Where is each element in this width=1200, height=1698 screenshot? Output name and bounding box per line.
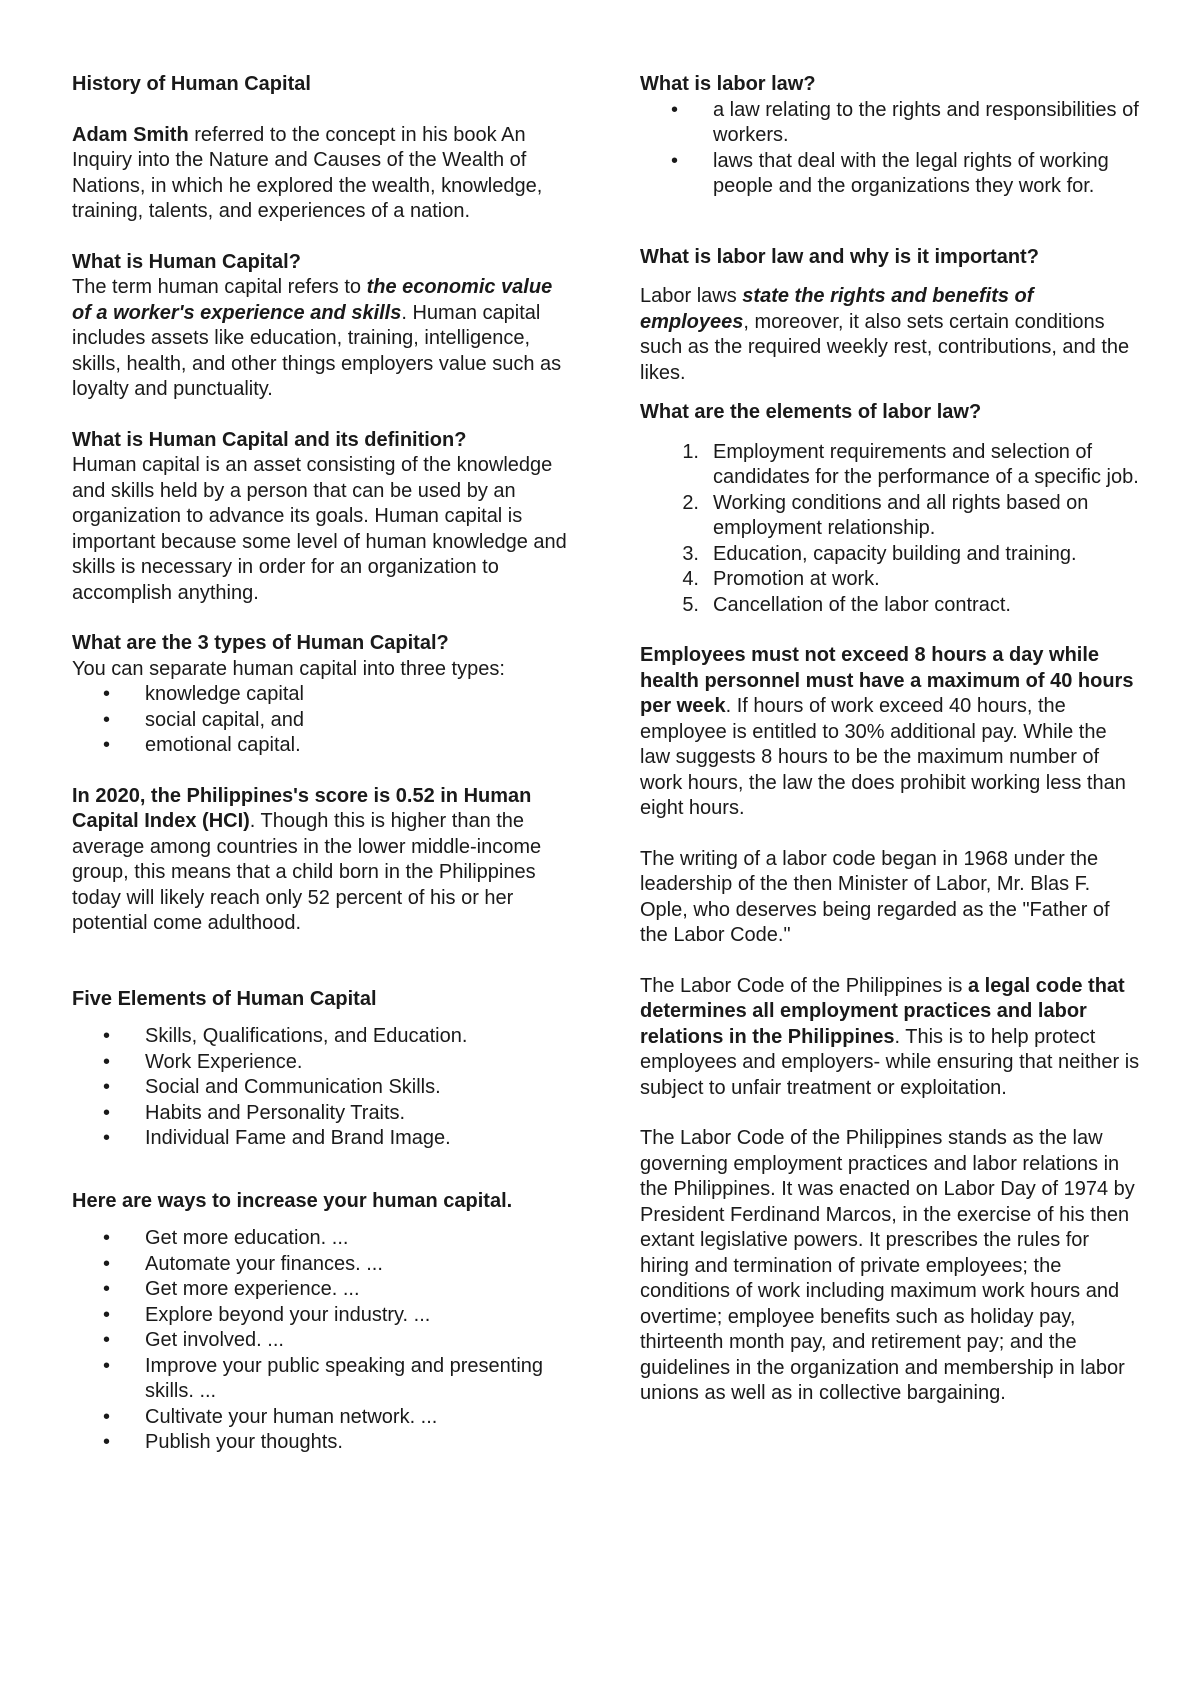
list-item: • Skills, Qualifications, and Education. — [72, 1024, 572, 1050]
list-item: • Get more education. ... — [72, 1226, 572, 1252]
list-item: 4. Promotion at work. — [682, 568, 880, 590]
definition-heading: What is Human Capital and its definition? — [72, 428, 467, 451]
types-intro: You can separate human capital into three types: — [72, 657, 505, 680]
what-is-human-capital-heading: What is Human Capital? — [72, 250, 301, 273]
bullet-icon: • — [103, 1252, 111, 1275]
types-list — [72, 682, 572, 759]
list-item: • Automate your finances. ... — [72, 1252, 572, 1278]
list-item: 2. Working conditions and all rights based on employment relationship. — [682, 491, 1089, 539]
bullet-icon: • — [103, 1354, 111, 1377]
increase-list — [72, 1226, 572, 1456]
bullet-icon: • — [671, 149, 679, 172]
list-item: • Individual Fame and Brand Image. — [72, 1126, 572, 1152]
philippines-hci-paragraph: In 2020, the Philippines's score is 0.52 in Human Capital Index (HCI). Though this is higher than the average among countries in the lower middle-income group, this means that a child born in the Philippines today will likely reach only 52 percent of his or her potential come adulthood. — [72, 784, 542, 934]
list-item: • Cultivate your human network. ... — [72, 1405, 572, 1431]
list-item: • Social and Communication Skills. — [72, 1075, 572, 1101]
bullet-icon: • — [103, 1431, 111, 1453]
bullet-icon: • — [103, 1076, 111, 1098]
labor-law-list — [640, 98, 1140, 200]
list-item: • Habits and Personality Traits. — [72, 1101, 572, 1127]
bullet-icon: • — [103, 1227, 111, 1249]
adam-smith-name: Adam Smith — [72, 123, 189, 146]
bullet-icon: • — [103, 734, 111, 756]
five-elements-heading: Five Elements of Human Capital — [72, 987, 377, 1010]
list-item: 1. Employment requirements and selection of candidates for the performance of a specific job. — [682, 440, 1139, 488]
labor-law-elements-list — [640, 440, 1140, 619]
labor-code-enactment-paragraph: The Labor Code of the Philippines stands as the law governing employment practices and labor relations in the Philippines. It was enacted on Labor Day of 1974 by President Ferdinand Marcos, in the exercise of his then extant legislative powers. It prescribes the rules for hiring and termination of private employees; the conditions of work including maximum work hours and overtime; employee benefits such as holiday pay, thirteenth month pay, and retirement pay; and the guidelines in the organization and membership in labor unions as well as in collective bargaining. — [640, 1127, 1135, 1404]
bullet-icon: • — [103, 1101, 111, 1124]
list-item: • laws that deal with the legal rights of working people and the organizations they work for. — [671, 149, 1109, 197]
labor-law-importance-heading: What is labor law and why is it important? — [640, 245, 1039, 268]
bullet-icon: • — [103, 708, 111, 731]
bullet-icon: • — [103, 1329, 111, 1351]
bullet-icon: • — [103, 1278, 111, 1300]
labor-law-heading: What is labor law? — [640, 73, 816, 95]
list-item: • Get more experience. ... — [72, 1277, 572, 1303]
list-item: 3. Education, capacity building and training. — [682, 542, 1077, 565]
labor-law-importance-paragraph: Labor laws state the rights and benefits of employees, moreover, it also sets certain conditions such as the required weekly rest, contributions, and the likes. — [640, 285, 1130, 384]
list-item: • emotional capital. — [72, 733, 572, 759]
labor-law-elements-heading: What are the elements of labor law? — [640, 401, 982, 423]
bullet-icon: • — [103, 683, 111, 705]
history-paragraph: Adam Smith referred to the concept in his book An Inquiry into the Nature and Causes of the Wealth of Nations, in which he explored the wealth, knowledge, training, talents, and experiences of a nation. — [72, 123, 543, 222]
list-item: • social capital, and — [72, 708, 572, 734]
what-is-human-capital-paragraph: The term human capital refers to the economic value of a worker's experience and skills. Human capital includes assets like education, training, intelligence, skills, health, and other things employers value such as loyalty and punctuality. — [72, 276, 562, 400]
left-column — [72, 72, 572, 1456]
five-elements-list — [72, 1024, 572, 1152]
bullet-icon: • — [103, 1050, 111, 1073]
list-item: • Work Experience. — [72, 1050, 572, 1076]
bullet-icon: • — [103, 1025, 111, 1047]
labor-code-history-paragraph: The writing of a labor code began in 1968 under the leadership of the then Minister of Labor, Mr. Blas F. Ople, who deserves being regarded as the "Father of the Labor Code." — [640, 847, 1110, 946]
types-heading: What are the 3 types of Human Capital? — [72, 632, 449, 654]
bullet-icon: • — [103, 1303, 111, 1326]
bullet-icon: • — [671, 98, 679, 121]
bullet-icon: • — [103, 1405, 111, 1428]
history-heading: History of Human Capital — [72, 73, 311, 95]
list-item: • a law relating to the rights and responsibilities of workers. — [671, 98, 1139, 146]
work-hours-paragraph: Employees must not exceed 8 hours a day while health personnel must have a maximum of 40 hours per week. If hours of work exceed 40 hours, the employee is entitled to 30% additional pay. While the law suggests 8 hours to be the maximum number of work hours, the law the does prohibit working less than eight hours. — [640, 644, 1134, 819]
list-item: • Explore beyond your industry. ... — [72, 1303, 572, 1329]
list-item: • knowledge capital — [72, 682, 572, 708]
definition-paragraph: Human capital is an asset consisting of the knowledge and skills held by a person that can be used by an organization to advance its goals. Human capital is important because some level of human knowledge and skills is necessary in order for an organization to accomplish anything. — [72, 454, 567, 604]
list-item: • Get involved. ... — [72, 1328, 572, 1354]
list-item: 5. Cancellation of the labor contract. — [682, 593, 1011, 616]
right-column — [640, 72, 1140, 1407]
bullet-icon: • — [103, 1127, 111, 1149]
labor-code-definition-paragraph: The Labor Code of the Philippines is a legal code that determines all employment practices and labor relations in the Philippines. This is to help protect employees and employers- while ensuring that neither is subject to unfair treatment or exploitation. — [640, 974, 1140, 1099]
list-item: • Publish your thoughts. — [72, 1430, 572, 1456]
increase-heading: Here are ways to increase your human capital. — [72, 1189, 513, 1212]
list-item: • Improve your public speaking and presenting skills. ... — [103, 1354, 544, 1402]
